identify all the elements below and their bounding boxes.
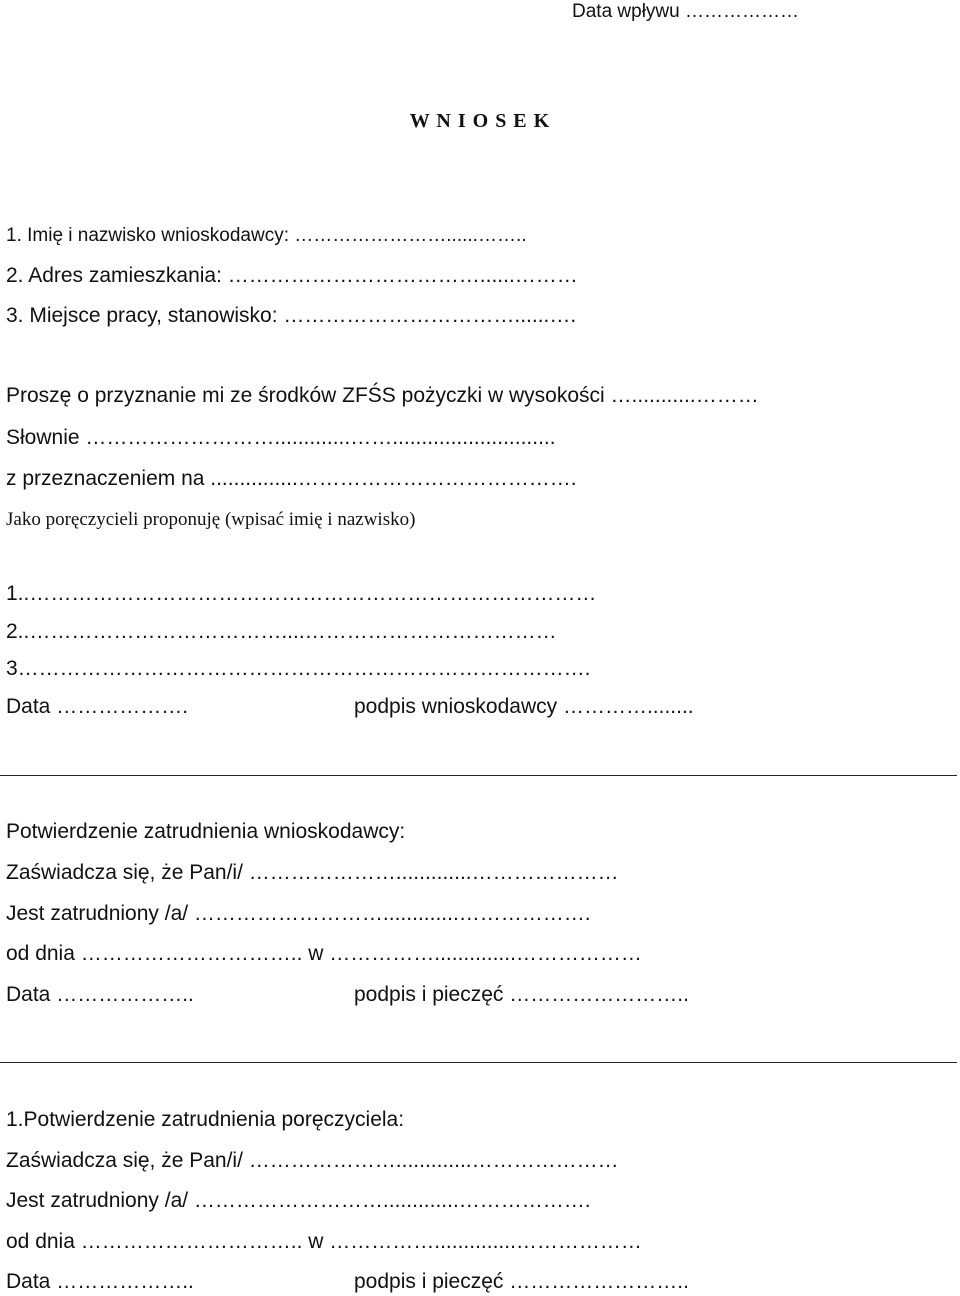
employment-employed-line: Jest zatrudniony /a/ ……………………….............………………. bbox=[6, 902, 591, 925]
employment-certify-line: Zaświadcza się, że Pan/i/ ………………….............………………… bbox=[6, 861, 619, 884]
guarantor-certify-line: Zaświadcza się, że Pan/i/ ………………….............………………… bbox=[6, 1149, 619, 1172]
applicant-address-line: 2. Adres zamieszkania: ………………………………......……… bbox=[6, 264, 578, 287]
employment-since-line: od dnia ………………………….. w ……………..............……………… bbox=[6, 942, 642, 965]
guarantor-confirmation-heading: 1.Potwierdzenie zatrudnienia poręczyciela: bbox=[6, 1108, 405, 1131]
received-date: Data wpływu ……………… bbox=[572, 1, 799, 22]
guarantors-intro: Jako poręczycieli proponuję (wpisać imię i nazwisko) bbox=[6, 509, 416, 530]
amount-in-words-line: Słownie ……………………….............……............................ bbox=[6, 426, 556, 449]
employment-signature-line: podpis i pieczęć …………………….. bbox=[354, 983, 689, 1006]
document-title: W N I O S E K bbox=[409, 110, 551, 132]
loan-purpose-line: z przeznaczeniem na ...............…………………………………. bbox=[6, 467, 577, 490]
guarantor-line-1: 1..……………………………………………………………………… bbox=[6, 582, 597, 605]
guarantor-line-2: 2..………………………………....……………………………… bbox=[6, 620, 557, 643]
applicant-workplace-line: 3. Miejsce pracy, stanowisko: ……………………………......…. bbox=[6, 304, 577, 327]
guarantor-since-line: od dnia ………………………….. w ……………..............……………… bbox=[6, 1230, 642, 1253]
loan-amount-line: Proszę o przyznanie mi ze środków ZFŚS pożyczki w wysokości …...........……… bbox=[6, 384, 759, 407]
guarantor-employed-line: Jest zatrudniony /a/ ……………………….............………………. bbox=[6, 1189, 591, 1212]
guarantor-date-line: Data ……………….. bbox=[6, 1270, 194, 1293]
guarantor-signature-line: podpis i pieczęć …………………….. bbox=[354, 1270, 689, 1293]
applicant-name-line: 1. Imię i nazwisko wnioskodawcy: ……………………......…….. bbox=[6, 225, 527, 246]
employment-date-line: Data ……………….. bbox=[6, 983, 194, 1006]
applicant-date-line: Data ………………. bbox=[6, 695, 189, 718]
section-divider bbox=[0, 775, 957, 776]
applicant-signature-line: podpis wnioskodawcy …………........ bbox=[354, 695, 694, 718]
employment-confirmation-heading: Potwierdzenie zatrudnienia wnioskodawcy: bbox=[6, 820, 406, 843]
guarantor-line-3: 3………………………………………………………………………. bbox=[6, 657, 591, 680]
section-divider bbox=[0, 1062, 957, 1063]
